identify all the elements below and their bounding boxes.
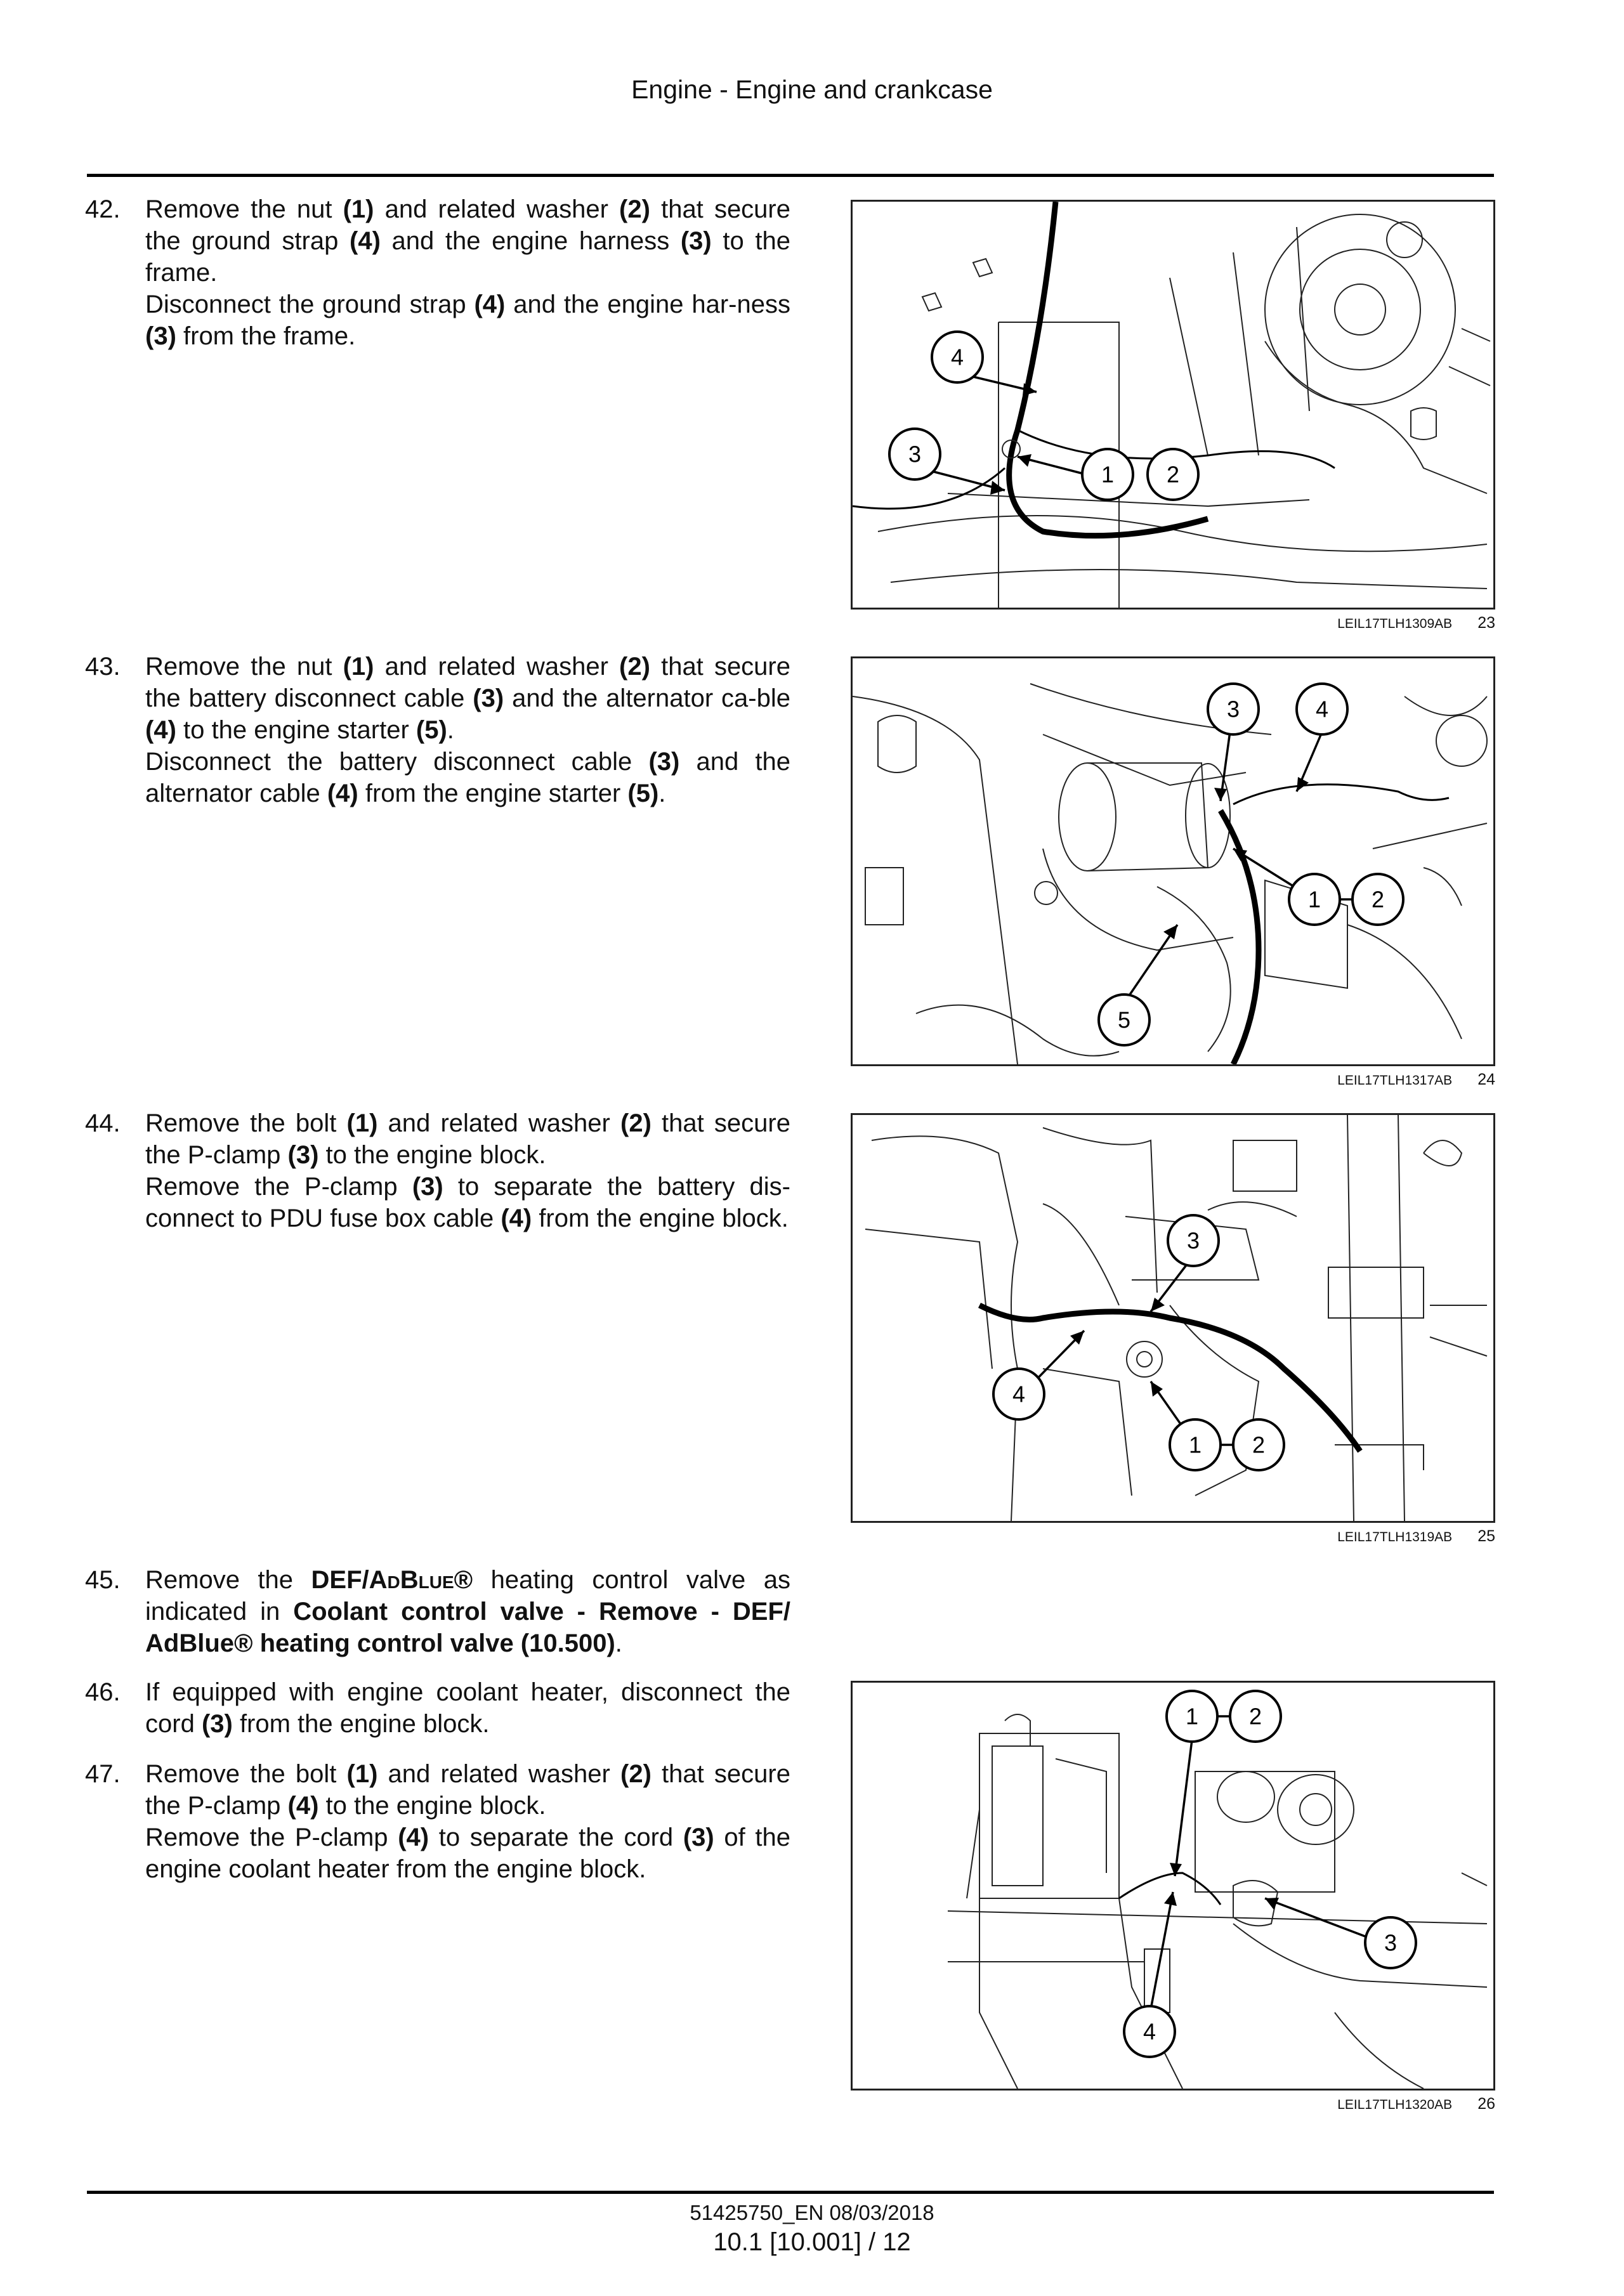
text-run: AdBlue	[369, 1566, 454, 1594]
text-run: (1)	[346, 1109, 378, 1137]
text-run: Disconnect the ground strap	[145, 290, 475, 318]
svg-text:1: 1	[1188, 1432, 1202, 1458]
step-text	[145, 193, 790, 289]
callout-3	[1168, 1215, 1219, 1266]
step-body	[145, 1564, 790, 1659]
text-run: Remove the bolt	[145, 1109, 347, 1137]
text-run: and the engine harness	[380, 227, 681, 255]
figure-26-illustration	[851, 1681, 1495, 2091]
svg-text:4: 4	[1315, 696, 1329, 722]
step-body	[145, 1107, 790, 1234]
text-run: Remove the bolt	[145, 1760, 347, 1788]
step-text	[145, 1676, 790, 1740]
step-45	[85, 1564, 790, 1659]
text-run: and the alternator cable	[145, 748, 790, 807]
text-run: ®	[454, 1566, 473, 1594]
callout-2	[1352, 874, 1403, 925]
text-run: (5)	[627, 779, 659, 807]
header-rule	[87, 174, 1494, 177]
step-42	[85, 193, 790, 352]
text-run: that secure the P-clamp	[145, 1760, 790, 1820]
callout-1	[1167, 1691, 1217, 1742]
figure-26-caption	[851, 2095, 1495, 2113]
step-text	[145, 1564, 790, 1659]
step-number: 47.	[85, 1760, 121, 1788]
step-text-2	[145, 289, 790, 352]
svg-text:3: 3	[908, 441, 922, 467]
text-run: (4)	[474, 290, 506, 318]
text-run: and the engine har-ness	[505, 290, 790, 318]
text-run: from the engine block.	[532, 1204, 789, 1232]
step-text	[145, 651, 790, 746]
text-run: (3)	[412, 1173, 443, 1201]
svg-text:3: 3	[1186, 1227, 1200, 1254]
text-run: (4)	[327, 779, 358, 807]
text-run: (4)	[145, 716, 176, 744]
step-body	[145, 1758, 790, 1885]
text-run: (2)	[619, 653, 650, 681]
svg-text:1: 1	[1185, 1703, 1199, 1730]
figure-25-illustration	[851, 1113, 1495, 1523]
figure-number: 26	[1477, 2095, 1495, 2113]
text-run: and related washer	[374, 653, 620, 681]
callout-2	[1148, 449, 1198, 500]
text-run: (4)	[287, 1792, 319, 1820]
text-run: (3)	[287, 1141, 319, 1169]
text-run: (3)	[201, 1710, 233, 1738]
text-run: (5)	[416, 716, 447, 744]
text-run: to the frame.	[145, 227, 790, 287]
text-run: of the engine coolant heater from the engine block.	[145, 1823, 790, 1883]
text-run: from the engine starter	[358, 779, 628, 807]
callout-1	[1170, 1419, 1221, 1470]
figure-25-caption	[851, 1527, 1495, 1546]
text-run: (4)	[398, 1823, 429, 1851]
text-run: (1)	[346, 1760, 378, 1788]
step-number: 43.	[85, 653, 121, 681]
figure-code: LEIL17TLH1317AB	[1337, 1073, 1453, 1088]
svg-text:2: 2	[1166, 461, 1180, 488]
figure-24-caption	[851, 1071, 1495, 1089]
text-run: that secure the ground strap	[145, 195, 790, 255]
text-run: (4)	[501, 1204, 532, 1232]
callout-5	[1099, 995, 1149, 1045]
callout-4	[932, 332, 983, 382]
text-run: (2)	[620, 1109, 652, 1137]
text-run: and the alternator ca-ble	[504, 684, 790, 712]
step-number: 46.	[85, 1678, 121, 1706]
figure-24-callouts	[853, 658, 1493, 1064]
text-run: from the frame.	[176, 322, 356, 350]
figure-number: 24	[1477, 1071, 1495, 1088]
svg-text:4: 4	[950, 344, 964, 370]
step-body	[145, 193, 790, 352]
callout-3	[1208, 684, 1259, 734]
callout-4	[1297, 684, 1347, 734]
text-run: Remove the nut	[145, 195, 343, 223]
figure-23-illustration	[851, 200, 1495, 610]
callout-3	[1365, 1917, 1416, 1968]
svg-text:3: 3	[1226, 696, 1240, 722]
step-46	[85, 1676, 790, 1740]
step-number: 44.	[85, 1109, 121, 1137]
svg-text:5: 5	[1117, 1007, 1131, 1033]
text-run: Remove the	[145, 1566, 311, 1594]
svg-text:4: 4	[1143, 2018, 1156, 2045]
text-run: Remove the nut	[145, 653, 343, 681]
text-run: (3)	[683, 1823, 714, 1851]
svg-text:3: 3	[1384, 1929, 1398, 1956]
figure-code: LEIL17TLH1319AB	[1337, 1530, 1453, 1544]
text-run: (3)	[648, 748, 680, 776]
figure-number: 25	[1477, 1527, 1495, 1545]
page-number: 10.1 [10.001] / 12	[713, 2228, 911, 2256]
svg-text:2: 2	[1248, 1703, 1262, 1730]
svg-text:1: 1	[1307, 886, 1321, 913]
text-run: to the engine block.	[318, 1141, 546, 1169]
figure-code: LEIL17TLH1309AB	[1337, 616, 1453, 631]
callout-1	[1082, 449, 1133, 500]
text-run: Disconnect the battery disconnect cable	[145, 748, 649, 776]
text-run: and related washer	[377, 1109, 621, 1137]
text-run: from the engine block.	[232, 1710, 490, 1738]
page-header: Engine - Engine and crankcase	[631, 75, 993, 104]
text-run: Remove the P-clamp	[145, 1173, 412, 1201]
text-run: to separate the cord	[429, 1823, 683, 1851]
document-id: 51425750_EN 08/03/2018	[690, 2201, 934, 2224]
text-run: (1)	[343, 195, 374, 223]
step-43	[85, 651, 790, 809]
step-text	[145, 1758, 790, 1822]
text-run: that secure the battery disconnect cable	[145, 653, 790, 712]
callout-2	[1230, 1691, 1281, 1742]
text-run: (3)	[473, 684, 504, 712]
text-run: (1)	[343, 653, 374, 681]
step-44	[85, 1107, 790, 1234]
figure-number: 23	[1477, 614, 1495, 632]
step-number: 42.	[85, 195, 121, 223]
svg-text:2: 2	[1252, 1432, 1266, 1458]
svg-text:2: 2	[1371, 886, 1385, 913]
step-number: 45.	[85, 1566, 121, 1594]
step-body	[145, 1676, 790, 1740]
svg-text:4: 4	[1012, 1381, 1026, 1407]
text-run: that secure the P-clamp	[145, 1109, 790, 1169]
text-run: and related washer	[377, 1760, 621, 1788]
callout-3	[889, 429, 940, 479]
svg-text:1: 1	[1101, 461, 1115, 488]
step-text	[145, 1107, 790, 1171]
text-run: DEF/	[311, 1566, 369, 1594]
callout-4	[1124, 2006, 1175, 2057]
text-run: .	[658, 779, 666, 807]
text-run: .	[447, 716, 454, 744]
footer-rule	[87, 2191, 1494, 2194]
step-text-2	[145, 1822, 790, 1885]
text-run: to separate the battery dis-connect to PDU fuse box cable	[145, 1173, 790, 1232]
text-run: to the engine block.	[318, 1792, 546, 1820]
figure-23-callouts	[853, 202, 1493, 608]
callout-2	[1233, 1419, 1284, 1470]
figure-code: LEIL17TLH1320AB	[1337, 2097, 1453, 2112]
figure-23-caption	[851, 614, 1495, 632]
text-run: (3)	[680, 227, 712, 255]
text-run: (4)	[350, 227, 381, 255]
text-run: Coolant control valve - Remove - DEF/ AdBlue® heating control valve (10.500)	[145, 1598, 790, 1657]
text-run: and related washer	[374, 195, 620, 223]
text-run: .	[615, 1629, 622, 1657]
figure-26-callouts	[853, 1683, 1493, 2089]
callout-4	[993, 1369, 1044, 1419]
callout-1	[1289, 874, 1340, 925]
step-body	[145, 651, 790, 809]
text-run: Remove the P-clamp	[145, 1823, 398, 1851]
text-run: (2)	[620, 1760, 652, 1788]
figure-25-callouts	[853, 1115, 1493, 1521]
step-text-2	[145, 1171, 790, 1234]
text-run: to the engine starter	[176, 716, 416, 744]
text-run: (2)	[619, 195, 650, 223]
text-run: If equipped with engine coolant heater, disconnect the cord	[145, 1678, 790, 1738]
text-run: heating control valve as indicated in	[145, 1566, 790, 1626]
figure-24-illustration	[851, 656, 1495, 1066]
step-47	[85, 1758, 790, 1885]
text-run: (3)	[145, 322, 176, 350]
step-text-2	[145, 746, 790, 809]
